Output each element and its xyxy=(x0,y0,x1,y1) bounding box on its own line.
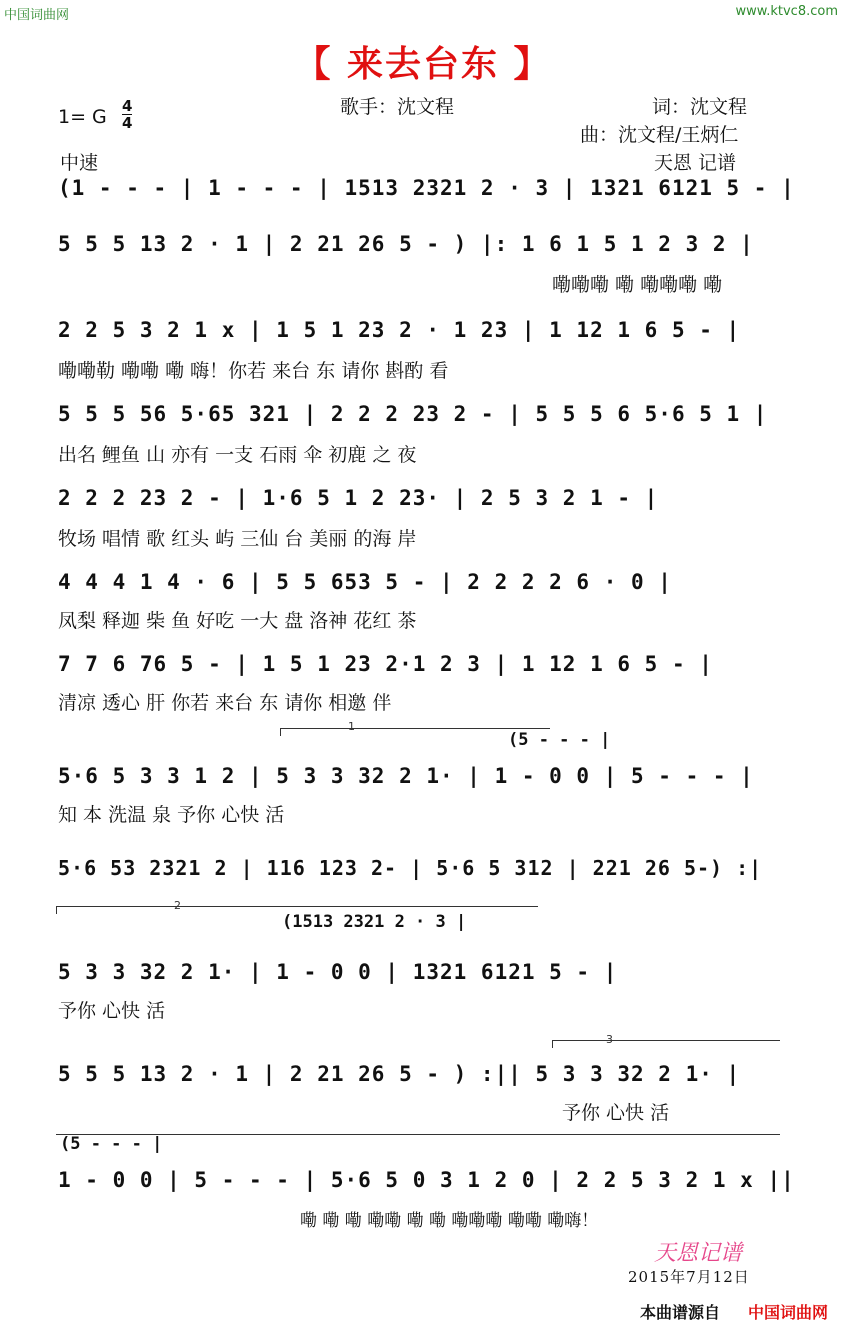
score-row-12-lyrics: 嘞 嘞 嘞 嘞嘞 嘞 嘞 嘞嘞嘞 嘞嘞 嘞嗨！ xyxy=(300,1211,599,1231)
composer-credit: 曲：沈文程/王炳仁 xyxy=(580,124,739,146)
score-row-11-lyrics: 予你 心快 活 xyxy=(562,1102,670,1124)
score-row-9-notes: 5·6 53 2321 2 | 116 123 2- | 5·6 5 312 | 221 26 5-) :| xyxy=(58,856,763,880)
score-row-5-lyrics: 牧场 唱情 歌 红头 屿 三仙 台 美丽 的海 岸 xyxy=(58,528,417,550)
footer-site-link[interactable]: 中国词曲网 xyxy=(748,1303,829,1322)
row-12-top-line xyxy=(56,1134,780,1135)
volta-1-line xyxy=(280,728,550,729)
score-row-3-notes: 2 2 5 3 2 1 x | 1 5 1 23 2 · 1 23 | 1 12 1 6 5 - | xyxy=(58,318,741,342)
score-row-6-lyrics: 凤梨 释迦 柴 鱼 好吃 一大 盘 洛神 花红 茶 xyxy=(58,610,417,632)
volta-3-bracket xyxy=(552,1040,553,1048)
singer-credit: 歌手：沈文程 xyxy=(340,96,455,118)
volta-2-number: 2 xyxy=(174,899,181,912)
volta-1-bracket xyxy=(280,728,281,736)
volta-3-line xyxy=(552,1040,780,1041)
site-url-right[interactable]: www.ktvc8.com xyxy=(735,4,838,19)
cue-notes-row-10: (1513 2321 2 · 3 | xyxy=(282,912,467,932)
score-row-1-notes: (1 - - - | 1 - - - | 1513 2321 2 · 3 | 1321 6121 5 - | xyxy=(58,176,795,200)
score-row-8-notes: 5·6 5 3 3 1 2 | 5 3 3 32 2 1· | 1 - 0 0 | 5 - - - | xyxy=(58,764,754,788)
score-row-10-lyrics: 予你 心快 活 xyxy=(58,1000,166,1022)
score-row-11-notes: 5 5 5 13 2 · 1 | 2 21 26 5 - ) :|| 5 3 3 32 2 1· | xyxy=(58,1062,741,1086)
volta-2-bracket xyxy=(56,906,57,914)
lyricist-credit: 词：沈文程 xyxy=(652,96,748,118)
volta-2-line xyxy=(56,906,538,907)
score-row-7-notes: 7 7 6 76 5 - | 1 5 1 23 2·1 2 3 | 1 12 1 6 5 - | xyxy=(58,652,713,676)
tempo-marking: 中速 xyxy=(60,152,99,174)
score-row-4-notes: 5 5 5 56 5·65 321 | 2 2 2 23 2 - | 5 5 5 6 5·6 5 1 | xyxy=(58,402,768,426)
volta-3-number: 3 xyxy=(606,1033,613,1046)
score-row-12-notes: 1 - 0 0 | 5 - - - | 5·6 5 0 3 1 2 0 | 2 2 5 3 2 1 x || xyxy=(58,1168,795,1192)
song-title: 【 来去台东 】 xyxy=(294,44,552,85)
footer-source-label: 本曲谱源自 xyxy=(640,1303,721,1322)
cue-notes-row-8: (5 - - - | xyxy=(508,730,611,750)
score-row-4-lyrics: 出名 鲤鱼 山 亦有 一支 石雨 伞 初鹿 之 夜 xyxy=(58,444,417,466)
score-row-6-notes: 4 4 4 1 4 · 6 | 5 5 653 5 - | 2 2 2 2 6 · 0 | xyxy=(58,570,672,594)
score-row-10-notes: 5 3 3 32 2 1· | 1 - 0 0 | 1321 6121 5 - | xyxy=(58,960,618,984)
score-row-8-lyrics: 知 本 洗温 泉 予你 心快 活 xyxy=(58,804,285,826)
time-signature xyxy=(122,98,132,131)
transcriber-stamp: 天恩记谱 xyxy=(654,1241,743,1266)
cue-notes-row-12: (5 - - - | xyxy=(60,1134,163,1154)
key-signature: 1= G xyxy=(58,106,107,128)
score-row-3-lyrics: 嘞嘞勒 嘞嘞 嘞 嗨！你若 来台 东 请你 斟酌 看 xyxy=(58,360,449,382)
time-signature-bottom: 4 xyxy=(122,114,133,132)
score-row-7-lyrics: 清凉 透心 肝 你若 来台 东 请你 相邀 伴 xyxy=(58,692,392,714)
site-logo-left[interactable]: 中国词曲网 xyxy=(4,8,70,23)
score-row-2-lyrics: 嘞嘞嘞 嘞 嘞嘞嘞 嘞 xyxy=(552,274,723,296)
score-row-2-notes: 5 5 5 13 2 · 1 | 2 21 26 5 - ) |: 1 6 1 5 1 2 3 2 | xyxy=(58,232,754,256)
transcriber-credit: 天恩 记谱 xyxy=(654,152,737,174)
volta-1-number: 1 xyxy=(348,720,355,733)
time-signature-top: 4 xyxy=(122,97,133,115)
score-row-5-notes: 2 2 2 23 2 - | 1·6 5 1 2 23· | 2 5 3 2 1 - | xyxy=(58,486,659,510)
transcription-date: 2015年7月12日 xyxy=(628,1268,750,1286)
